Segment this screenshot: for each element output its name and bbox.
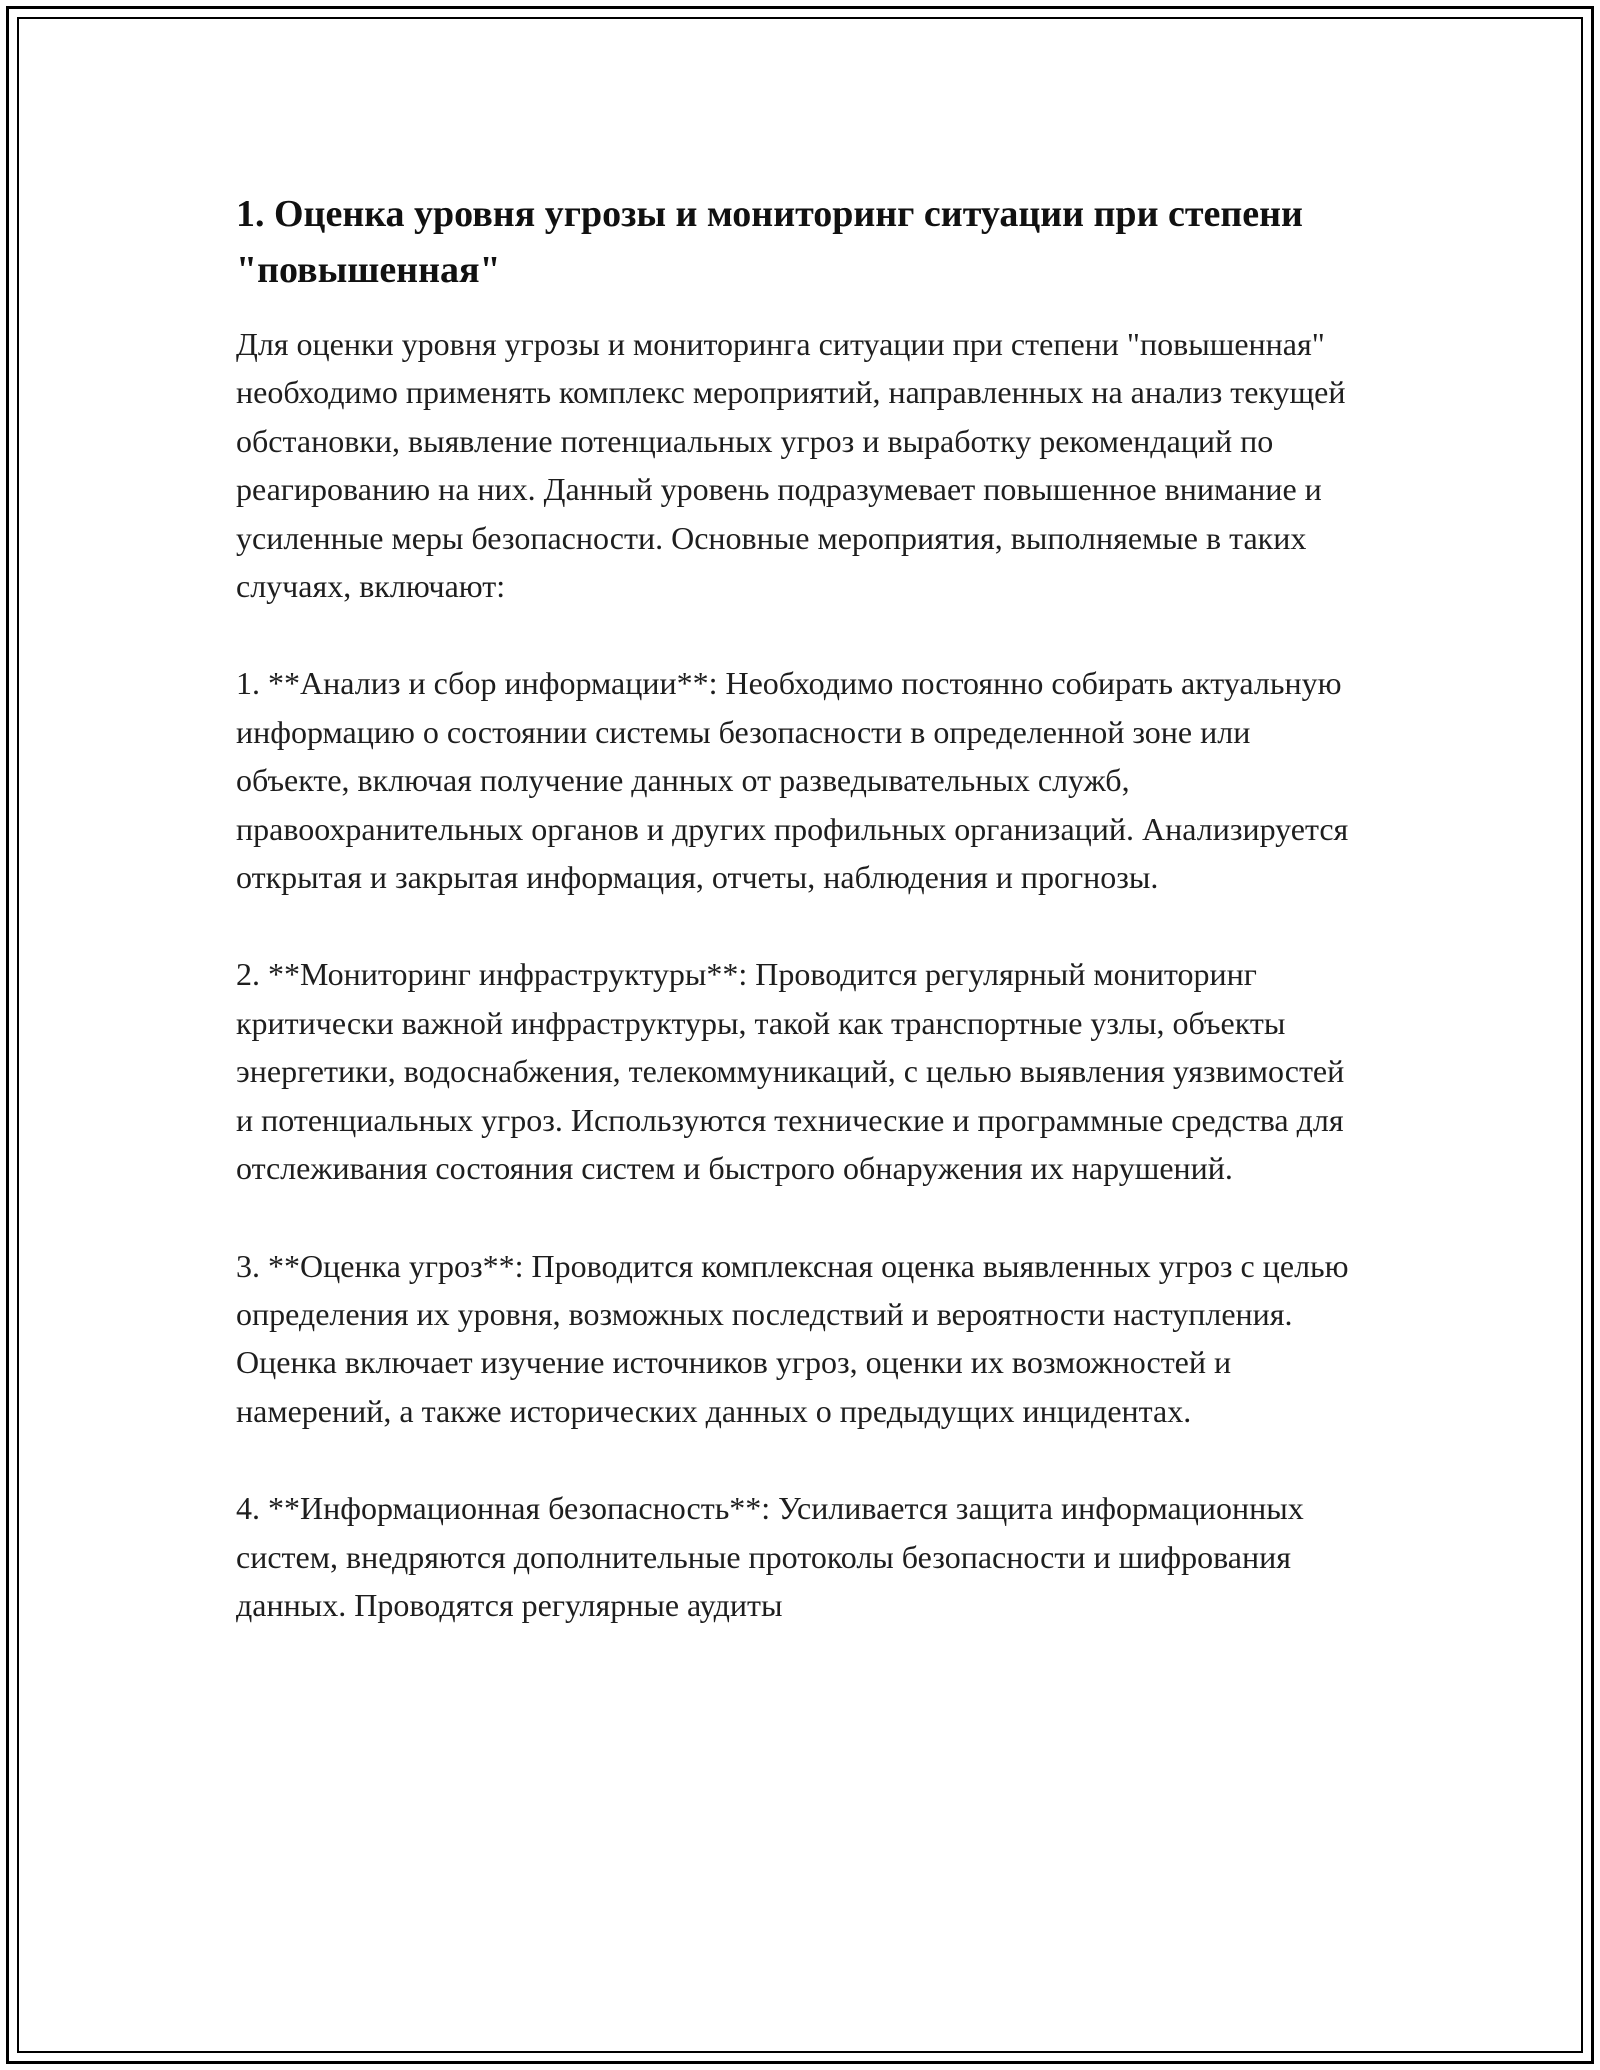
intro-paragraph: Для оценки уровня угрозы и мониторинга ситуации при степени "повышенная" необходимо применять комплекс мероприятий, направленных на анализ текущей обстановки, выявление потенциальных угроз и выработку рекомендаций по реагированию на них. Данный уровень подразумевает повышенное внимание и усиленные меры безопасности. Основные мероприятия, выполняемые в таких случаях, включают: — [236, 326, 1346, 605]
list-item-infrastructure-monitoring: 2. **Мониторинг инфраструктуры**: Проводится регулярный мониторинг критически важной инфраструктуры, такой как транспортные узлы, объекты энергетики, водоснабжения, телекоммуникаций, с целью выявления уязвимостей и потенциальных угроз. Используются технические и программные средства для отслеживания состояния систем и быстрого обнаружения их нарушений. — [236, 956, 1345, 1187]
list-item-information-security: 4. **Информационная безопасность**: Усиливается защита информационных систем, внедряются дополнительные протоколы безопасности и шифрования данных. Проводятся регулярные аудиты — [236, 1490, 1304, 1623]
document-title: 1. Оценка уровня угрозы и мониторинг ситуации при степени "повышенная" — [236, 193, 1303, 291]
list-item-threat-assessment: 3. **Оценка угроз**: Проводится комплексная оценка выявленных угроз с целью определения их уровня, возможных последствий и вероятности наступления. Оценка включает изучение источников угроз, оценки их возможностей и намерений, а также исторических данных о предыдущих инцидентах. — [236, 1247, 1349, 1429]
list-item-analysis: 1. **Анализ и сбор информации**: Необходимо постоянно собирать актуальную информацию о состоянии системы безопасности в определенной зоне или объекте, включая получение данных от разведывательных служб, правоохранительных органов и других профильных организаций. Анализируется открытая и закрытая информация, отчеты, наблюдения и прогнозы. — [236, 665, 1349, 896]
document-page — [236, 186, 1366, 1678]
